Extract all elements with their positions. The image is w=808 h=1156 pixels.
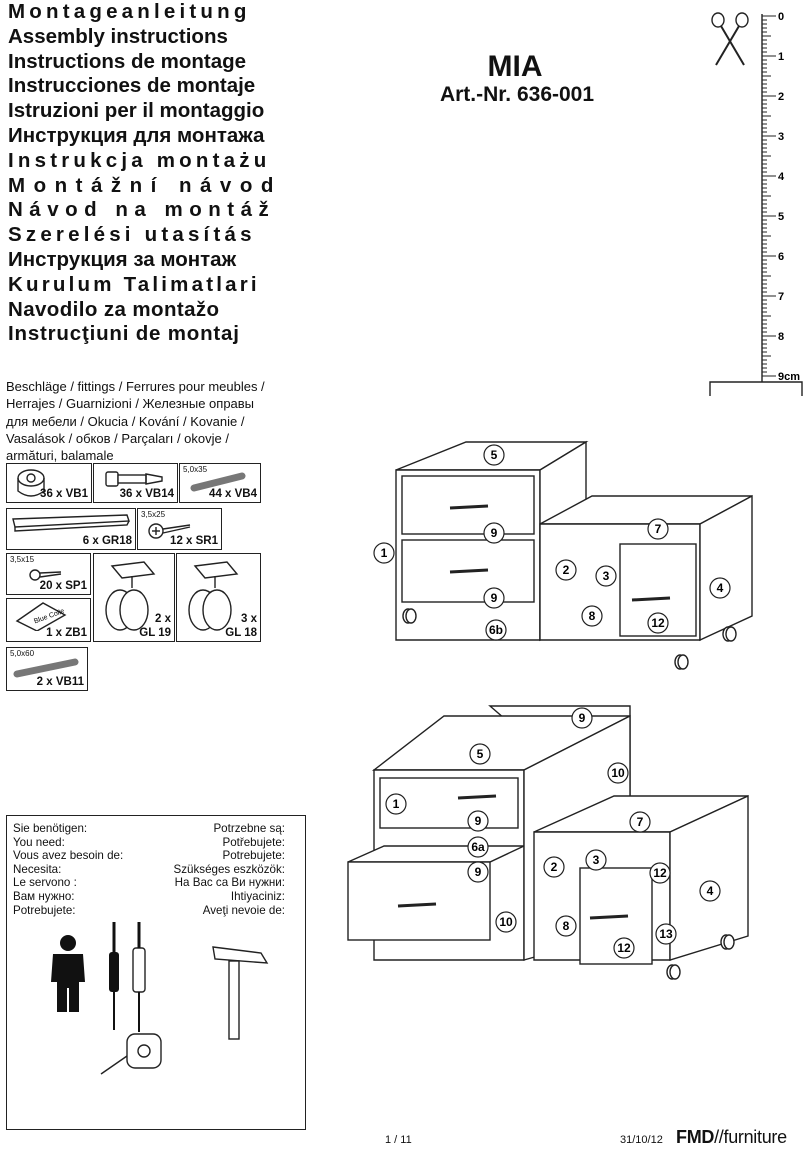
top-part-number: 2 — [562, 563, 570, 577]
tools-needed-line: Sie benötigen: — [13, 822, 88, 835]
top-callout — [596, 566, 616, 586]
hammer-icon — [207, 941, 277, 1041]
brand-logo — [676, 1127, 787, 1148]
top-part-number: 12 — [651, 616, 665, 630]
fitting-sr1-size: 3,5x25 — [141, 510, 166, 519]
bottom-part-number: 9 — [578, 711, 586, 725]
ruler-mark: 0 — [778, 11, 785, 23]
fitting-sp1-qty: 20 x SP1 — [39, 580, 87, 592]
tools-needed-line: Potrzebne są: — [213, 822, 285, 835]
fitting-sp1-size: 3,5x15 — [10, 555, 35, 564]
fitting-sr1 — [137, 508, 222, 550]
ruler-mark: 4 — [778, 171, 785, 183]
bottom-part-number: 4 — [706, 884, 714, 898]
bottom-callout — [608, 763, 628, 783]
top-callout — [484, 445, 504, 465]
ruler-graphic — [700, 0, 803, 396]
tape-measure-icon — [97, 1030, 167, 1080]
bottom-callout — [614, 938, 634, 958]
bottom-callout — [656, 924, 676, 944]
exploded-cabinet-diagram — [340, 700, 770, 985]
castor-icon — [181, 558, 241, 638]
title-es: Instrucciones de montaje — [8, 74, 256, 98]
fitting-gl19-qty-b: GL 19 — [139, 627, 171, 639]
top-part-number: 3 — [602, 569, 610, 583]
person-icon — [47, 934, 89, 1012]
tools-needed-line: You need: — [13, 835, 65, 849]
title-it: Istruzioni per il montaggio — [8, 99, 265, 123]
title-bg: Инструкция за монтаж — [8, 247, 237, 271]
top-callout — [486, 620, 506, 640]
fitting-vb4-qty: 44 x VB4 — [209, 488, 257, 500]
bottom-callout — [386, 794, 406, 814]
castor-wheel-icon — [675, 655, 688, 669]
title-tr: Kurulum Talimatlari — [8, 272, 260, 296]
document-date: 31/10/12 — [620, 1134, 663, 1146]
fitting-vb11-size: 5,0x60 — [10, 649, 35, 658]
fitting-gl19-qty-a: 2 x — [155, 613, 171, 625]
top-part-number: 9 — [490, 591, 498, 605]
bottom-callout — [468, 862, 488, 882]
tools-needed-text-left — [13, 822, 123, 917]
castor-brake-icon — [98, 558, 158, 638]
ruler-mark: 6 — [778, 251, 785, 263]
article-number: Art.-Nr. 636-001 — [439, 83, 595, 106]
tools-needed-line: Ihtiyaciniz: — [230, 889, 285, 903]
tools-needed-line: Potrebujete: — [13, 903, 76, 917]
bottom-part-number: 13 — [659, 927, 673, 941]
bottom-callout — [468, 811, 488, 831]
top-part-number: 8 — [588, 609, 596, 623]
title-si: Navodilo za montažo — [8, 297, 220, 321]
bottom-part-number: 6a — [471, 840, 485, 854]
tools-needed-text-right — [174, 822, 285, 917]
top-callout — [484, 523, 504, 543]
tools-needed-line: Le servono : — [13, 876, 77, 890]
bottom-part-number: 9 — [474, 814, 482, 828]
ruler — [700, 0, 803, 396]
fitting-gr18-qty: 6 x GR18 — [82, 535, 132, 547]
bottom-part-number: 9 — [474, 865, 482, 879]
bottom-callout — [470, 744, 490, 764]
tools-needed-line: Necesita: — [13, 862, 62, 876]
bottom-part-number: 5 — [476, 747, 484, 761]
bottom-callout — [572, 708, 592, 728]
brand-logo-rest: //furniture — [714, 1127, 787, 1147]
fitting-gl18-qty-a: 3 x — [241, 613, 257, 625]
top-part-number: 4 — [716, 581, 724, 595]
title-fr: Instructions de montage — [8, 49, 247, 73]
top-part-number: 5 — [490, 448, 498, 462]
title-ro: Instrucţiuni de montaj — [8, 322, 240, 346]
fitting-vb11-qty: 2 x VB11 — [36, 676, 84, 688]
screwdrivers-icon — [103, 922, 163, 1032]
title-block — [8, 0, 282, 347]
top-callout — [582, 606, 602, 626]
bottom-part-number: 10 — [611, 766, 625, 780]
ruler-mark: 3 — [778, 131, 785, 143]
fittings-heading: Beschläge / fittings / Ferrures pour meubles / Herrajes / Guarnizioni / Железные оправы для мебели / Okucia / Kování / Kovanie / Vasalások / обков / Parçaları / okovje / armături, balamale — [6, 379, 265, 464]
fitting-vb11 — [6, 647, 88, 691]
bottom-callout — [700, 881, 720, 901]
title-sk: Návod na montáž — [8, 198, 276, 222]
fitting-zb1-qty: 1 x ZB1 — [46, 627, 87, 639]
top-callout — [556, 560, 576, 580]
top-part-number: 6b — [488, 623, 504, 637]
bottom-callout — [630, 812, 650, 832]
title-hu: Szerelési utasítás — [8, 223, 256, 247]
fitting-vb1-qty: 36 x VB1 — [40, 488, 88, 500]
tools-needed-line: Potrebujete: — [222, 849, 285, 863]
castor-wheel-icon — [721, 935, 734, 949]
fitting-zb1 — [6, 598, 91, 642]
bottom-part-number: 2 — [550, 860, 558, 874]
bottom-callout — [496, 912, 516, 932]
ruler-mark: 2 — [778, 91, 785, 103]
page-number: 1 / 11 — [385, 1134, 412, 1146]
top-part-number: 7 — [654, 522, 662, 536]
fitting-sr1-qty: 12 x SR1 — [170, 535, 218, 547]
tools-needed-line: Szükséges eszközök: — [173, 862, 285, 876]
bottom-part-number: 12 — [653, 866, 667, 880]
fitting-gl18-qty-b: GL 18 — [225, 627, 257, 639]
title-cz: Montážní návod — [8, 173, 282, 197]
ruler-mark: 8 — [778, 331, 785, 343]
fitting-vb14 — [93, 463, 178, 503]
fitting-gl19 — [93, 553, 175, 642]
assembled-cabinet-diagram — [370, 440, 760, 670]
tools-needed-line: Vous avez besoin de: — [13, 849, 124, 863]
bottom-part-number: 7 — [636, 815, 644, 829]
fitting-gl18 — [176, 553, 261, 642]
bottom-callout — [544, 857, 564, 877]
bottom-callout — [650, 863, 670, 883]
top-part-number: 9 — [490, 526, 498, 540]
top-callout — [710, 578, 730, 598]
castor-wheel-icon — [723, 627, 736, 641]
fitting-sp1 — [6, 553, 91, 595]
top-callout — [648, 613, 668, 633]
title-de: Montageanleitung — [8, 0, 251, 23]
fitting-vb4-size: 5,0x35 — [183, 465, 208, 474]
bottom-part-number: 1 — [392, 797, 400, 811]
ruler-mark: 5 — [778, 211, 785, 223]
top-callout — [374, 543, 394, 563]
castor-wheel-icon — [403, 609, 416, 623]
tools-needed-line: Aveţi nevoie de: — [202, 903, 285, 917]
bottom-part-number: 12 — [617, 941, 631, 955]
tools-needed-line: Вам нужно: — [13, 889, 75, 903]
tools-needed-line: Potřebujete: — [222, 835, 285, 849]
top-callout — [648, 519, 668, 539]
tools-needed-box — [6, 815, 306, 1130]
bottom-part-number: 8 — [562, 919, 570, 933]
top-callout — [484, 588, 504, 608]
bottom-callout — [468, 837, 488, 857]
bottom-callout — [556, 916, 576, 936]
title-pl: Instrukcja montażu — [8, 148, 271, 172]
ruler-mark: 9cm — [778, 371, 801, 383]
fitting-gr18 — [6, 508, 136, 550]
brand-logo-bold: FMD — [676, 1127, 715, 1147]
handle-icon — [9, 513, 133, 535]
product-name: MIA — [487, 50, 543, 83]
bottom-part-number: 10 — [499, 915, 513, 929]
bottom-part-number: 3 — [592, 853, 600, 867]
ruler-mark: 7 — [778, 291, 785, 303]
ruler-mark: 1 — [778, 51, 785, 63]
title-en: Assembly instructions — [8, 24, 228, 48]
top-part-number: 1 — [380, 546, 388, 560]
scissors-icon — [712, 13, 748, 65]
title-ru: Инструкция для монтажа — [8, 123, 265, 147]
castor-wheel-icon — [667, 965, 680, 979]
bottom-callout — [586, 850, 606, 870]
fitting-vb1 — [6, 463, 92, 503]
fitting-vb14-qty: 36 x VB14 — [119, 488, 174, 500]
glue-tube-text: Blue Colle — [33, 607, 66, 626]
fitting-vb4 — [179, 463, 261, 503]
tools-needed-line: На Вас са Ви нужни: — [174, 876, 285, 890]
